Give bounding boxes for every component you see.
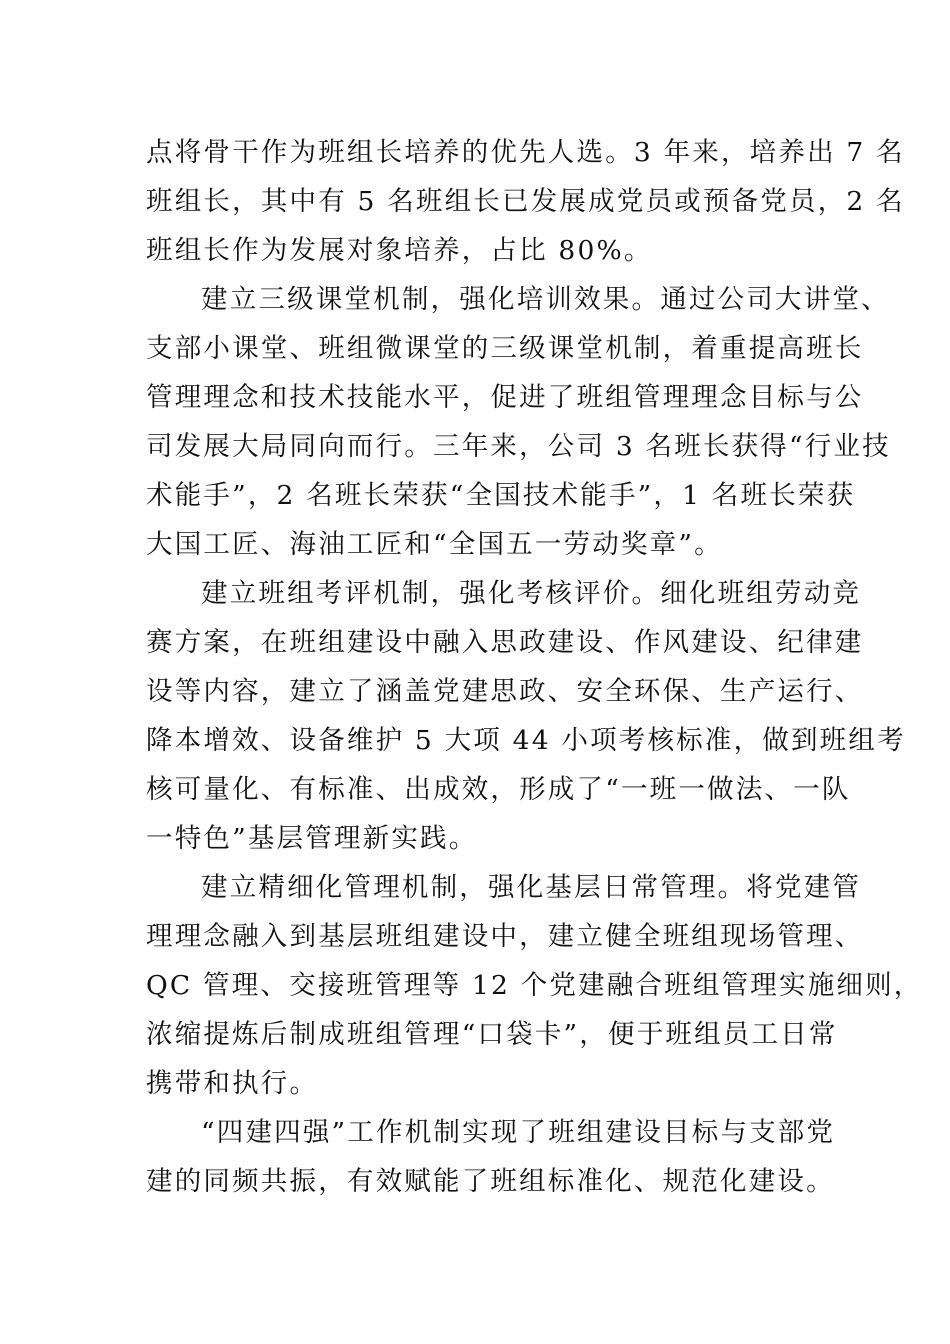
- text-line: 支部小课堂、班组微课堂的三级课堂机制，着重提高班长: [146, 333, 864, 364]
- text-line: 建的同频共振，有效赋能了班组标准化、规范化建设。: [146, 1166, 835, 1197]
- paragraph-4: [146, 863, 923, 1108]
- text-line: 核可量化、有标准、出成效，形成了“一班一做法、一队: [146, 774, 851, 805]
- text-line: 点将骨干作为班组长培养的优先人选。3 年来，培养出 7 名: [146, 137, 905, 168]
- text-line: 赛方案，在班组建设中融入思政建设、作风建设、纪律建: [146, 627, 864, 658]
- text-line: 浓缩提炼后制成班组管理“口袋卡”，便于班组员工日常: [146, 1019, 838, 1050]
- text-line: 班组长作为发展对象培养，占比 80%。: [146, 235, 653, 266]
- paragraph-5: [146, 1108, 836, 1206]
- text-line: 术能手”，2 名班长荣获“全国技术能手”，1 名班长荣获: [146, 480, 856, 511]
- text-line: 班组长，其中有 5 名班组长已发展成党员或预备党员，2 名: [146, 186, 905, 217]
- text-line: 降本增效、设备维护 5 大项 44 小项考核标准，做到班组考: [146, 725, 906, 756]
- text-line: 司发展大局同向而行。三年来，公司 3 名班长获得“行业技: [146, 431, 891, 462]
- text-line: “四建四强”工作机制实现了班组建设目标与支部党: [201, 1117, 836, 1148]
- text-line: 大国工匠、海油工匠和“全国五一劳动奖章”。: [146, 529, 723, 560]
- document-body: [146, 128, 923, 1206]
- text-line: 建立班组考评机制，强化考核评价。细化班组劳动竞: [201, 578, 862, 609]
- text-line: 建立精细化管理机制，强化基层日常管理。将党建管: [201, 872, 862, 903]
- text-line: 建立三级课堂机制，强化培训效果。通过公司大讲堂、: [201, 284, 890, 315]
- paragraph-2: [146, 275, 891, 569]
- text-line: 理理念融入到基层班组建设中，建立健全班组现场管理、: [146, 921, 864, 952]
- text-line: 携带和执行。: [146, 1068, 319, 1099]
- paragraph-1: [146, 128, 905, 275]
- text-line: QC 管理、交接班管理等 12 个党建融合班组管理实施细则，: [146, 970, 923, 1001]
- text-line: 一特色”基层管理新实践。: [146, 823, 478, 854]
- paragraph-3: [146, 569, 906, 863]
- text-line: 管理理念和技术技能水平，促进了班组管理理念目标与公: [146, 382, 864, 413]
- text-line: 设等内容，建立了涵盖党建思政、安全环保、生产运行、: [146, 676, 864, 707]
